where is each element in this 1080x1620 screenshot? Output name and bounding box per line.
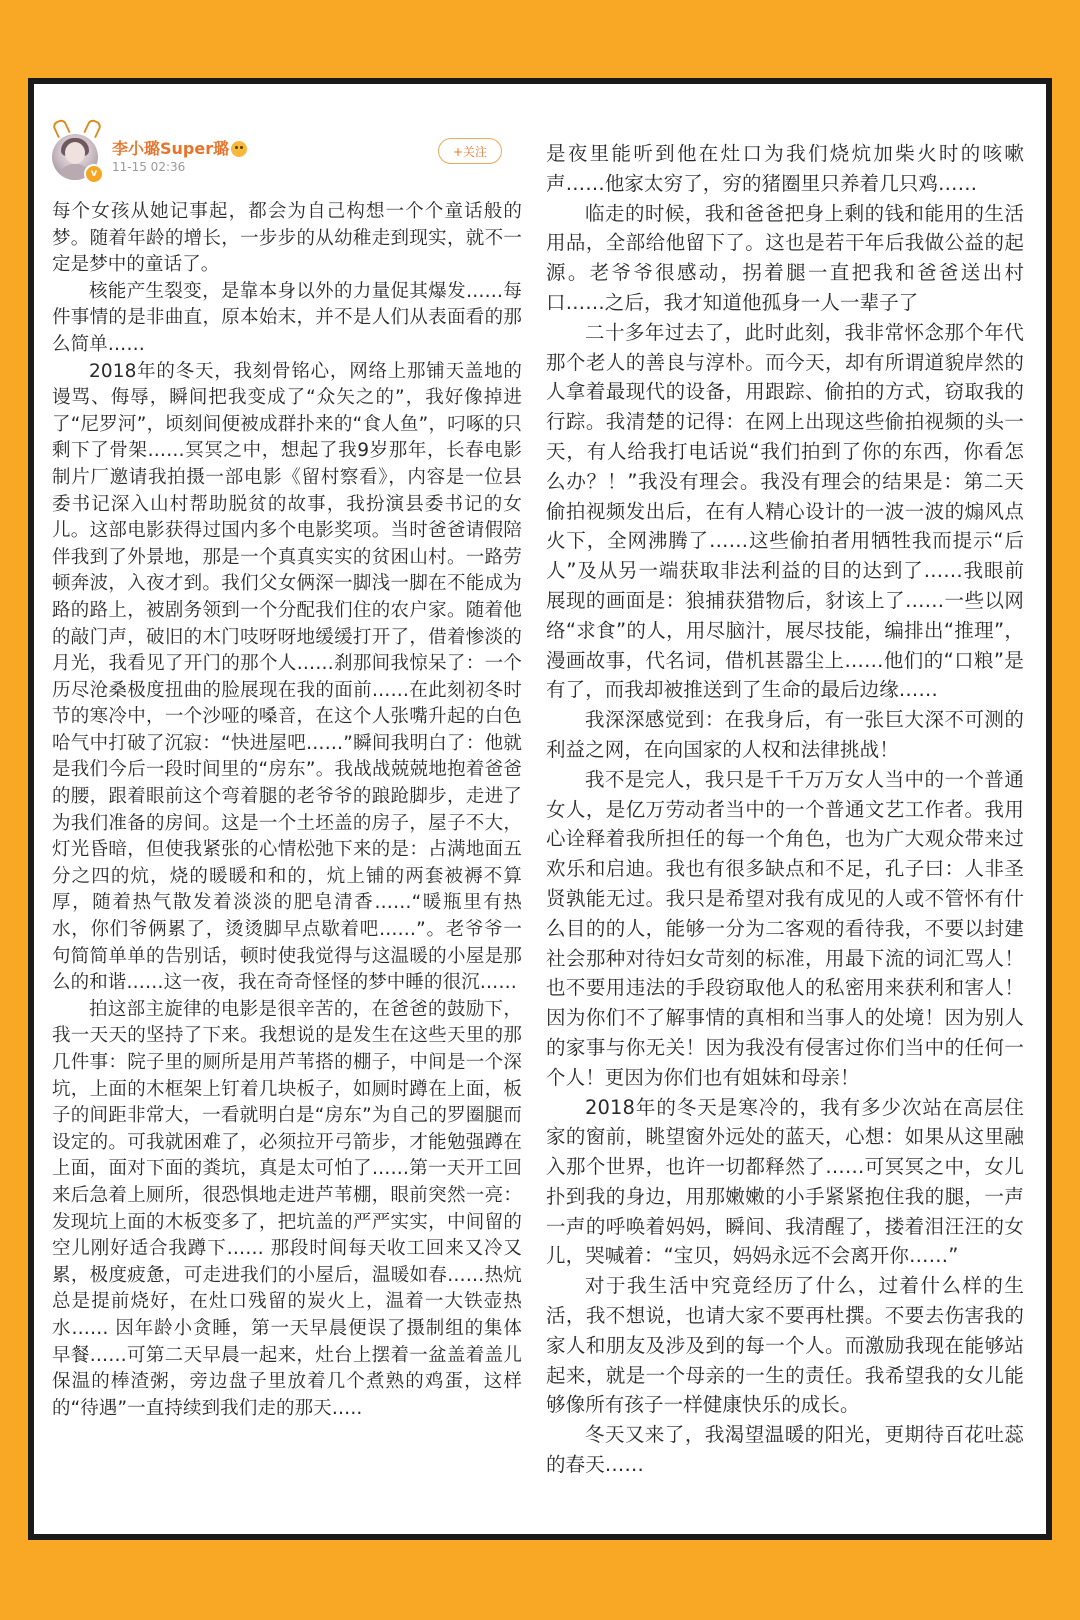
paragraph: 临走的时候，我和爸爸把身上剩的钱和能用的生活用品，全部给他留下了。这也是若干年后我做公益的起源。老爷爷很感动，拐着腿一直把我和爸爸送出村口……之后，我才知道他孤身一人一辈子了 xyxy=(546,201,1024,314)
post-time: 11-15 02:36 xyxy=(112,160,186,174)
paragraph: 2018年的冬天是寒冷的，我有多少次站在高层住家的窗前，眺望窗外远处的蓝天，心想：如果从这里融入那个世界，也许一切都释然了……可冥冥之中，女儿扑到我的身边，用那嫩嫩的小手紧紧抱住我的腿，一声一声的呼唤着妈妈，瞬间、我清醒了，搂着泪汪汪的女儿，哭喊着：“宝贝，妈妈永远不会离开你……” xyxy=(546,1095,1024,1268)
verified-badge-icon: v xyxy=(84,164,104,184)
paragraph: 是夜里能听到他在灶口为我们烧炕加柴火时的咳嗽声……他家太穷了，穷的猪圈里只养着几只鸡…… xyxy=(546,142,1024,195)
follow-button[interactable]: +关注 xyxy=(438,138,502,164)
paragraph: 拍这部主旋律的电影是很辛苦的，在爸爸的鼓励下，我一天天的坚持了下来。我想说的是发生在这些天里的那几件事：院子里的厕所是用芦苇搭的棚子，中间是一个深坑，上面的木框架上钉着几块板子，如厕时蹲在上面，板子的间距非常大，一看就明白是“房东”为自己的罗圈腿而设定的。可我就困难了，必须拉开弓箭步，才能勉强蹲在上面，面对下面的粪坑，真是太可怕了……第一天开工回来后急着上厕所，很恐惧地走进芦苇棚，眼前突然一亮：发现坑上面的木板变多了，把坑盖的严严实实，中间留的空儿刚好适合我蹲下…… 那段时间每天收工回来又冷又累，极度疲惫，可走进我们的小屋后，温暖如春……热炕总是提前烧好，在灶口残留的炭火上，温着一大铁壶热水…… 因年龄小贪睡，第一天早晨便误了摄制组的集体早餐……可第二天早晨一起来，灶台上摆着一盆盖着盖儿保温的棒渣粥，旁边盘子里放着几个煮熟的鸡蛋，这样的“待遇”一直持续到我们走的那天….. xyxy=(52,998,522,1419)
username-text[interactable]: 李小璐Super璐 xyxy=(112,139,230,158)
paragraph: 我不是完人，我只是千千万万女人当中的一个普通女人，是亿万劳动者当中的一个普通文艺工作者。我用心诠释着我所担任的每一个角色，也为广大观众带来过欢乐和启迪。我也有很多缺点和不足，孔子曰：人非圣贤孰能无过。我只是希望对我有成见的人或不管怀有什么目的的人，能够一分为二客观的看待我，不要以封建社会那种对待妇女苛刻的标准，用最下流的词汇骂人！也不要用违法的手段窃取他人的私密用来获利和害人！因为你们不了解事情的真相和当事人的处境！因为别人的家事与你无关！因为我没有侵害过你们当中的任何一个人！更因为你们也有姐妹和母亲！ xyxy=(546,767,1024,1089)
paragraph: 核能产生裂变，是靠本身以外的力量促其爆发……每件事情的是非曲直，原本始末，并不是人们从表面看的那么简单…… xyxy=(52,280,522,355)
left-column xyxy=(52,84,522,1422)
paragraph: 冬天又来了，我渴望温暖的阳光，更期待百花吐蕊的春天…… xyxy=(546,1423,1024,1477)
paragraph: 2018年的冬天，我刻骨铭心，网络上那铺天盖地的谩骂、侮辱，瞬间把我变成了“众矢之的”，我好像掉进了“尼罗河”，顷刻间便被成群扑来的“食人鱼”，叼啄的只剩下了骨架……冥冥之中，想起了我9岁那年，长春电影制片厂邀请我拍摄一部电影《留村察看》，内容是一位县委书记深入山村帮助脱贫的故事，我扮演县委书记的女儿。这部电影获得过国内多个电影奖项。当时爸爸请假陪伴我到了外景地，那是一个真真实实的贫困山村。一路劳顿奔波，入夜才到。我们父女俩深一脚浅一脚在不能成为路的路上，被剧务领到一个分配我们住的农户家。随着他的敲门声，破旧的木门吱呀呀地缓缓打开了，借着惨淡的月光，我看见了开门的那个人……刹那间我惊呆了：一个历尽沧桑极度扭曲的脸展现在我的面前……在此刻初冬时节的寒冷中，一个沙哑的嗓音，在这个人张嘴升起的白色哈气中打破了沉寂：“快进屋吧……”瞬间我明白了：他就是我们今后一段时间里的“房东”。我战战兢兢地抱着爸爸的腰，跟着眼前这个弯着腿的老爷爷的踉跄脚步，走进了为我们准备的房间。这是一个土坯盖的房子，屋子不大，灯光昏暗，但使我紧张的心情松弛下来的是：占满地面五分之四的炕，烧的暖暖和和的，炕上铺的两套被褥不算厚，随着热气散发着淡淡的肥皂清香……“暖瓶里有热水，你们爷俩累了，烫烫脚早点歇着吧……”。老爷爷一句简简单单的告别话，顿时使我觉得与这温暖的小屋是那么的和谐……这一夜，我在奇奇怪怪的梦中睡的很沉…… xyxy=(52,360,522,994)
paragraph: 每个女孩从她记事起，都会为自己构想一个个童话般的梦。随着年龄的增长，一步步的从幼稚走到现实，就不一定是梦中的童话了。 xyxy=(52,201,522,276)
paragraph: 我深深感觉到：在我身后，有一张巨大深不可测的利益之网，在向国家的人权和法律挑战！ xyxy=(546,708,1024,761)
paragraph: 对于我生活中究竟经历了什么，过着什么样的生活，我不想说，也请大家不要再杜撰。不要去伤害我的家人和朋友及涉及到的每一个人。而激励我现在能够站起来，就是一个母亲的一生的责任。我希望我的女儿能够像所有孩子一样健康快乐的成长。 xyxy=(546,1274,1024,1417)
right-column xyxy=(546,84,1024,1480)
paragraph: 二十多年过去了，此时此刻，我非常怀念那个年代那个老人的善良与淳朴。而今天，却有所谓道貌岸然的人拿着最现代的设备，用跟踪、偷拍的方式，窃取我的行踪。我清楚的记得：在网上出现这些偷拍视频的头一天，有人给我打电话说“我们拍到了你的东西，你看怎么办？！”我没有理会。我没有理会的结果是：第二天偷拍视频发出后，在有人精心设计的一波一波的煽风点火下，全网沸腾了……这些偷拍者用牺牲我而提示“后人”及从另一端获取非法利益的目的达到了……我眼前展现的画面是：狼捕获猎物后，豺该上了……一些以网络“求食”的人，用尽脑汁，展尽技能，编排出“推理”，漫画故事，代名词，借机甚嚣尘上……他们的“口粮”是有了，而我却被推送到了生命的最后边缘…… xyxy=(546,320,1024,702)
post-card xyxy=(28,78,1052,1540)
